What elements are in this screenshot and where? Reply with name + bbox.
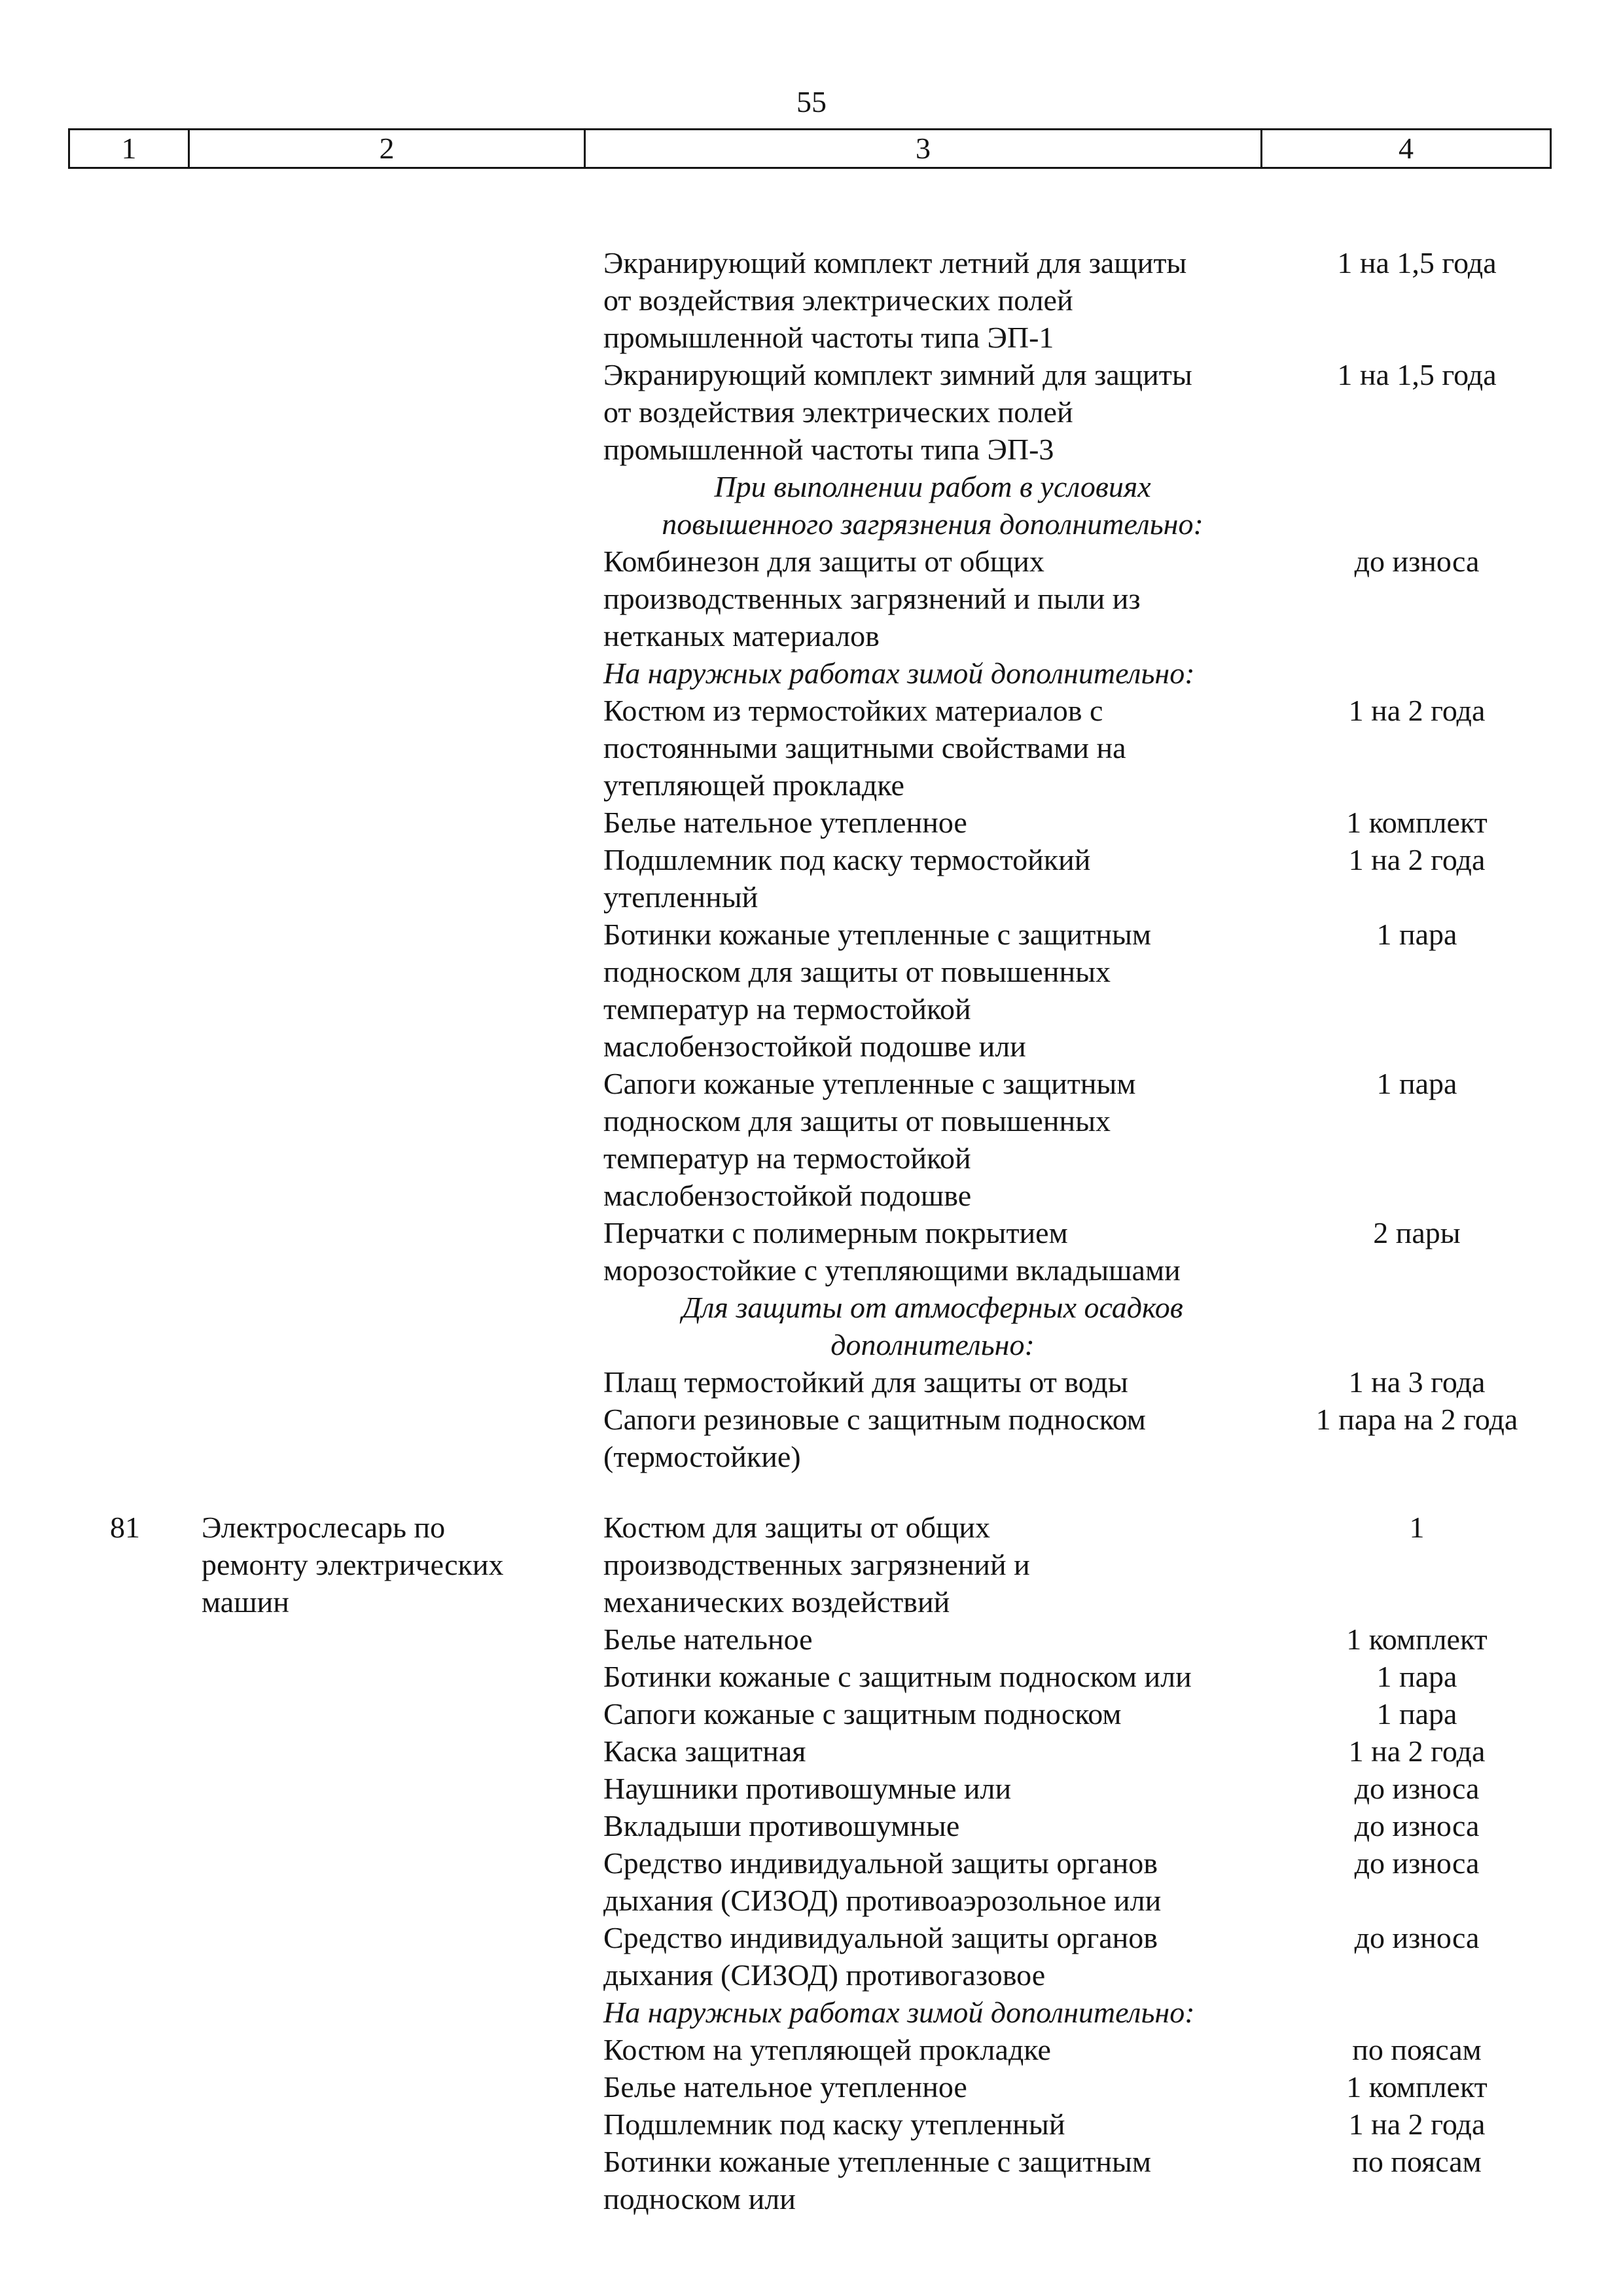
item-line: Экранирующий комплект летний для защиты xyxy=(603,246,1187,279)
item-line: производственных загрязнений и пыли из xyxy=(603,582,1141,615)
item-line: Каска защитная xyxy=(603,1734,806,1768)
item-line: Костюм из термостойких материалов с xyxy=(603,694,1103,727)
section-subheading: При выполнении работ в условиях xyxy=(714,470,1151,503)
item-line: Наушники противошумные или xyxy=(603,1772,1012,1805)
item-line: Средство индивидуальной защиты органов xyxy=(603,1921,1158,1954)
item-quantity: 1 комплект xyxy=(1346,806,1488,839)
item-line: температур на термостойкой xyxy=(603,1141,971,1175)
profession-line: ремонту электрических xyxy=(202,1548,504,1581)
section-subheading: Для защиты от атмосферных осадков xyxy=(682,1291,1183,1324)
page-number: 55 xyxy=(796,85,827,118)
item-quantity: до износа xyxy=(1354,1809,1480,1842)
item-line: Костюм для защиты от общих xyxy=(603,1511,991,1544)
item-quantity: 1 на 1,5 года xyxy=(1337,358,1497,391)
column-header-3: 3 xyxy=(585,130,1262,168)
item-quantity: 1 комплект xyxy=(1346,1623,1488,1656)
item-quantity: 1 на 2 года xyxy=(1348,843,1486,876)
item-line: Белье нательное xyxy=(603,1623,813,1656)
section-subheading: На наружных работах зимой дополнительно: xyxy=(603,656,1195,690)
item-line: дыхания (СИЗОД) противоаэрозольное или xyxy=(603,1884,1162,1917)
item-line: утепляющей прокладке xyxy=(603,768,904,802)
item-line: Плащ термостойкий для защиты от воды xyxy=(603,1365,1128,1399)
item-quantity: 1 на 3 года xyxy=(1348,1365,1486,1399)
item-line: Белье нательное утепленное xyxy=(603,2070,967,2104)
item-line: нетканых материалов xyxy=(603,619,880,653)
item-quantity: до износа xyxy=(1354,1772,1480,1805)
item-quantity: 1 пара xyxy=(1376,1067,1457,1100)
item-line: Подшлемник под каску утепленный xyxy=(603,2108,1065,2141)
item-line: Перчатки с полимерным покрытием xyxy=(603,1216,1068,1249)
item-line: постоянными защитными свойствами на xyxy=(603,731,1126,764)
entry-number: 81 xyxy=(110,1511,140,1544)
item-quantity: 1 на 2 года xyxy=(1348,2108,1486,2141)
item-line: Комбинезон для защиты от общих xyxy=(603,545,1044,578)
column-header-4: 4 xyxy=(1262,130,1551,168)
item-quantity: до износа xyxy=(1354,1921,1480,1954)
item-line: Ботинки кожаные с защитным подноском или xyxy=(603,1660,1192,1693)
section-subheading: дополнительно: xyxy=(830,1328,1035,1361)
item-line: Сапоги резиновые с защитным подноском xyxy=(603,1403,1146,1436)
item-quantity: 1 пара xyxy=(1376,1660,1457,1693)
item-line: Костюм на утепляющей прокладке xyxy=(603,2033,1051,2066)
item-line: маслобензостойкой подошве или xyxy=(603,1030,1026,1063)
item-quantity: 1 на 2 года xyxy=(1348,1734,1486,1768)
item-line: маслобензостойкой подошве xyxy=(603,1179,972,1212)
item-line: промышленной частоты типа ЭП-3 xyxy=(603,433,1054,466)
profession-line: машин xyxy=(202,1585,289,1619)
column-header-row xyxy=(69,130,1551,168)
item-line: Белье нательное утепленное xyxy=(603,806,967,839)
item-line: морозостойкие с утепляющими вкладышами xyxy=(603,1253,1181,1287)
item-line: утепленный xyxy=(603,880,758,914)
item-quantity: по поясам xyxy=(1352,2033,1482,2066)
item-quantity: 1 на 2 года xyxy=(1348,694,1486,727)
item-line: дыхания (СИЗОД) противогазовое xyxy=(603,1958,1046,1992)
item-line: подноском для защиты от повышенных xyxy=(603,955,1111,988)
column-header-2: 2 xyxy=(189,130,585,168)
item-line: от воздействия электрических полей xyxy=(603,283,1073,317)
item-line: промышленной частоты типа ЭП-1 xyxy=(603,321,1054,354)
item-line: подноском для защиты от повышенных xyxy=(603,1104,1111,1138)
item-line: механических воздействий xyxy=(603,1585,950,1619)
item-quantity: 1 пара xyxy=(1376,1697,1457,1731)
section-subheading: На наружных работах зимой дополнительно: xyxy=(603,1996,1195,2029)
item-line: от воздействия электрических полей xyxy=(603,395,1073,429)
item-quantity: 1 на 1,5 года xyxy=(1337,246,1497,279)
item-line: Ботинки кожаные утепленные с защитным xyxy=(603,918,1151,951)
item-line: (термостойкие) xyxy=(603,1440,801,1473)
section-subheading: повышенного загрязнения дополнительно: xyxy=(662,507,1204,541)
item-line: подноском или xyxy=(603,2182,796,2215)
item-quantity: 1 пара на 2 года xyxy=(1315,1403,1518,1436)
item-quantity: до износа xyxy=(1354,545,1480,578)
item-line: Сапоги кожаные с защитным подноском xyxy=(603,1697,1122,1731)
item-line: Подшлемник под каску термостойкий xyxy=(603,843,1091,876)
item-line: Сапоги кожаные утепленные с защитным xyxy=(603,1067,1136,1100)
item-quantity: 2 пары xyxy=(1373,1216,1461,1249)
item-quantity: по поясам xyxy=(1352,2145,1482,2178)
item-quantity: до износа xyxy=(1354,1846,1480,1880)
item-quantity: 1 xyxy=(1409,1511,1425,1544)
item-quantity: 1 пара xyxy=(1376,918,1457,951)
item-line: Средство индивидуальной защиты органов xyxy=(603,1846,1158,1880)
item-line: Экранирующий комплект зимний для защиты xyxy=(603,358,1192,391)
item-line: Вкладыши противошумные xyxy=(603,1809,960,1842)
item-line: производственных загрязнений и xyxy=(603,1548,1030,1581)
column-header-table xyxy=(68,128,1552,169)
profession-line: Электрослесарь по xyxy=(202,1511,446,1544)
item-line: температур на термостойкой xyxy=(603,992,971,1026)
item-line: Ботинки кожаные утепленные с защитным xyxy=(603,2145,1151,2178)
column-header-1: 1 xyxy=(69,130,189,168)
item-quantity: 1 комплект xyxy=(1346,2070,1488,2104)
